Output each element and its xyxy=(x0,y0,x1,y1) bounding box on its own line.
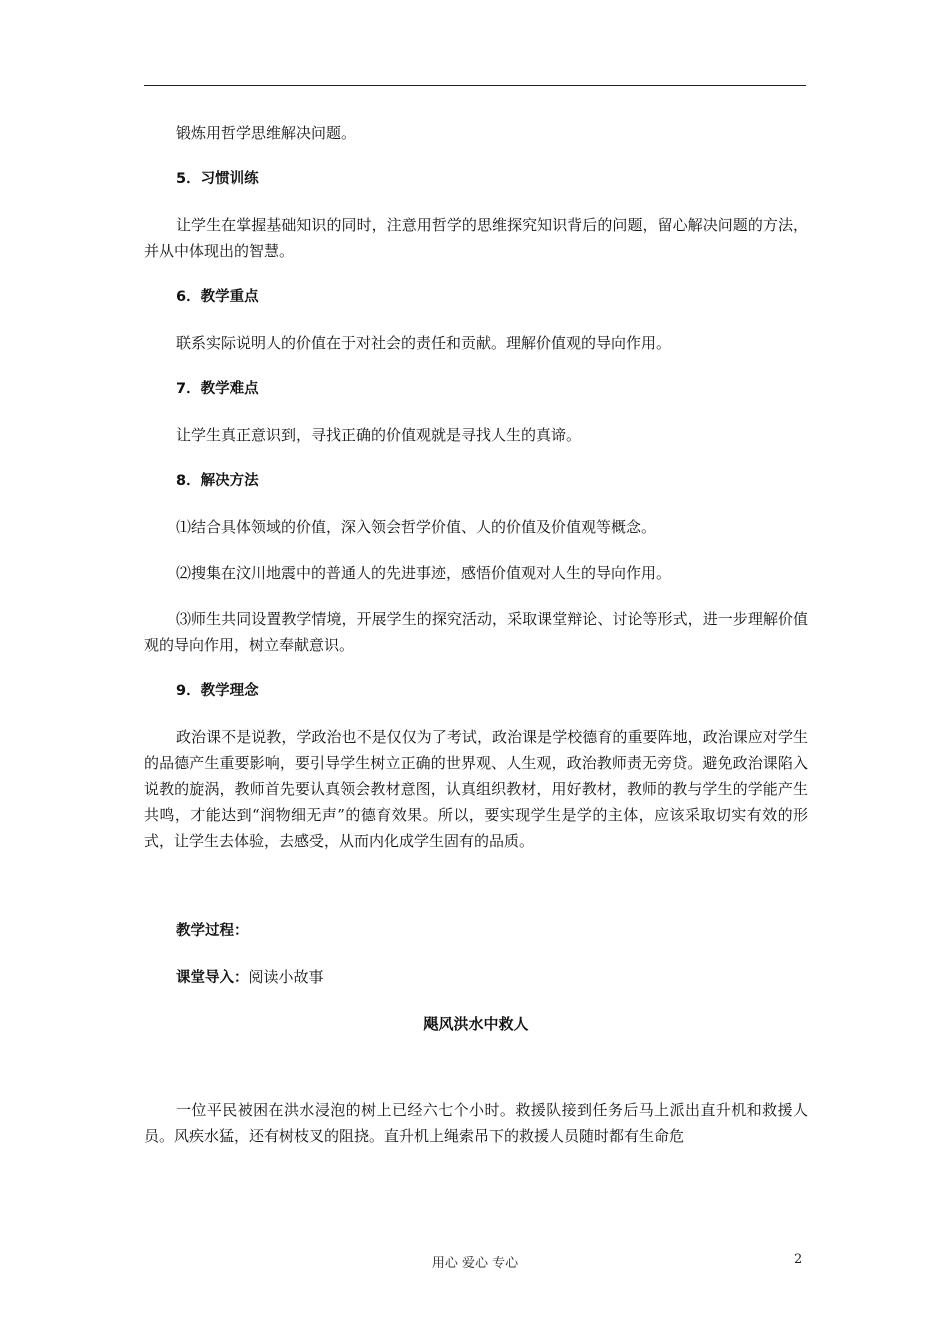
heading-teaching-difficulty: 7．教学难点 xyxy=(176,381,259,397)
page-footer: 用心 爱心 专心 xyxy=(431,1256,519,1271)
class-intro-text: 阅读小故事 xyxy=(248,968,324,986)
paragraph-class-intro xyxy=(144,964,808,991)
heading-teaching-philosophy: 9．教学理念 xyxy=(176,683,259,699)
class-intro-label: 课堂导入： xyxy=(176,970,249,986)
heading-teaching-focus: 6．教学重点 xyxy=(176,289,259,305)
heading-teaching-process: 教学过程： xyxy=(176,923,249,939)
paragraph-teaching-difficulty: 让学生真正意识到，寻找正确的价值观就是寻找人生的真谛。 xyxy=(176,426,582,444)
page-number: 2 xyxy=(794,1252,803,1267)
story-paragraph: 一位平民被困在洪水浸泡的树上已经六七个小时。救援队接到任务后马上派出直升机和救援人员。风疾水猛，还有树枝叉的阻挠。直升机上绳索吊下的救援人员随时都有生命危 xyxy=(144,1101,808,1145)
paragraph-habit-training: 让学生在掌握基础知识的同时，注意用哲学的思维探究知识背后的问题，留心解决问题的方法，并从中体现出的智慧。 xyxy=(144,216,808,260)
list-item-method-3: ⑶师生共同设置教学情境，开展学生的探究活动，采取课堂辩论、讨论等形式，进一步理解价值观的导向作用，树立奉献意识。 xyxy=(144,610,808,654)
list-item-method-1: ⑴结合具体领域的价值，深入领会哲学价值、人的价值及价值观等概念。 xyxy=(176,518,657,536)
paragraph-teaching-focus: 联系实际说明人的价值在于对社会的责任和贡献。理解价值观的导向作用。 xyxy=(176,334,672,352)
heading-habit-training: 5．习惯训练 xyxy=(176,171,259,187)
story-title: 飓风洪水中救人 xyxy=(423,1015,529,1033)
list-item-method-2: ⑵搜集在汶川地震中的普通人的先进事迹，感悟价值观对人生的导向作用。 xyxy=(176,564,672,582)
paragraph-teaching-philosophy: 政治课不是说教，学政治也不是仅仅为了考试，政治课是学校德育的重要阵地，政治课应对学生的品德产生重要影响，要引导学生树立正确的世界观、人生观，政治教师责无旁贷。避免政治课陷入说教的旋涡，教师首先要认真领会教材意图，认真组织教材，用好教材，教师的教与学生的学能产生共鸣，才能达到“润物细无声”的德育效果。所以，要实现学生是学的主体，应该采取切实有效的形式，让学生去体验，去感受，从而内化成学生固有的品质。 xyxy=(144,728,808,850)
paragraph-continuation: 锻炼用哲学思维解决问题。 xyxy=(176,124,357,142)
page-content xyxy=(144,120,808,1149)
header-rule xyxy=(144,85,806,86)
heading-solution-method: 8．解决方法 xyxy=(176,473,259,489)
